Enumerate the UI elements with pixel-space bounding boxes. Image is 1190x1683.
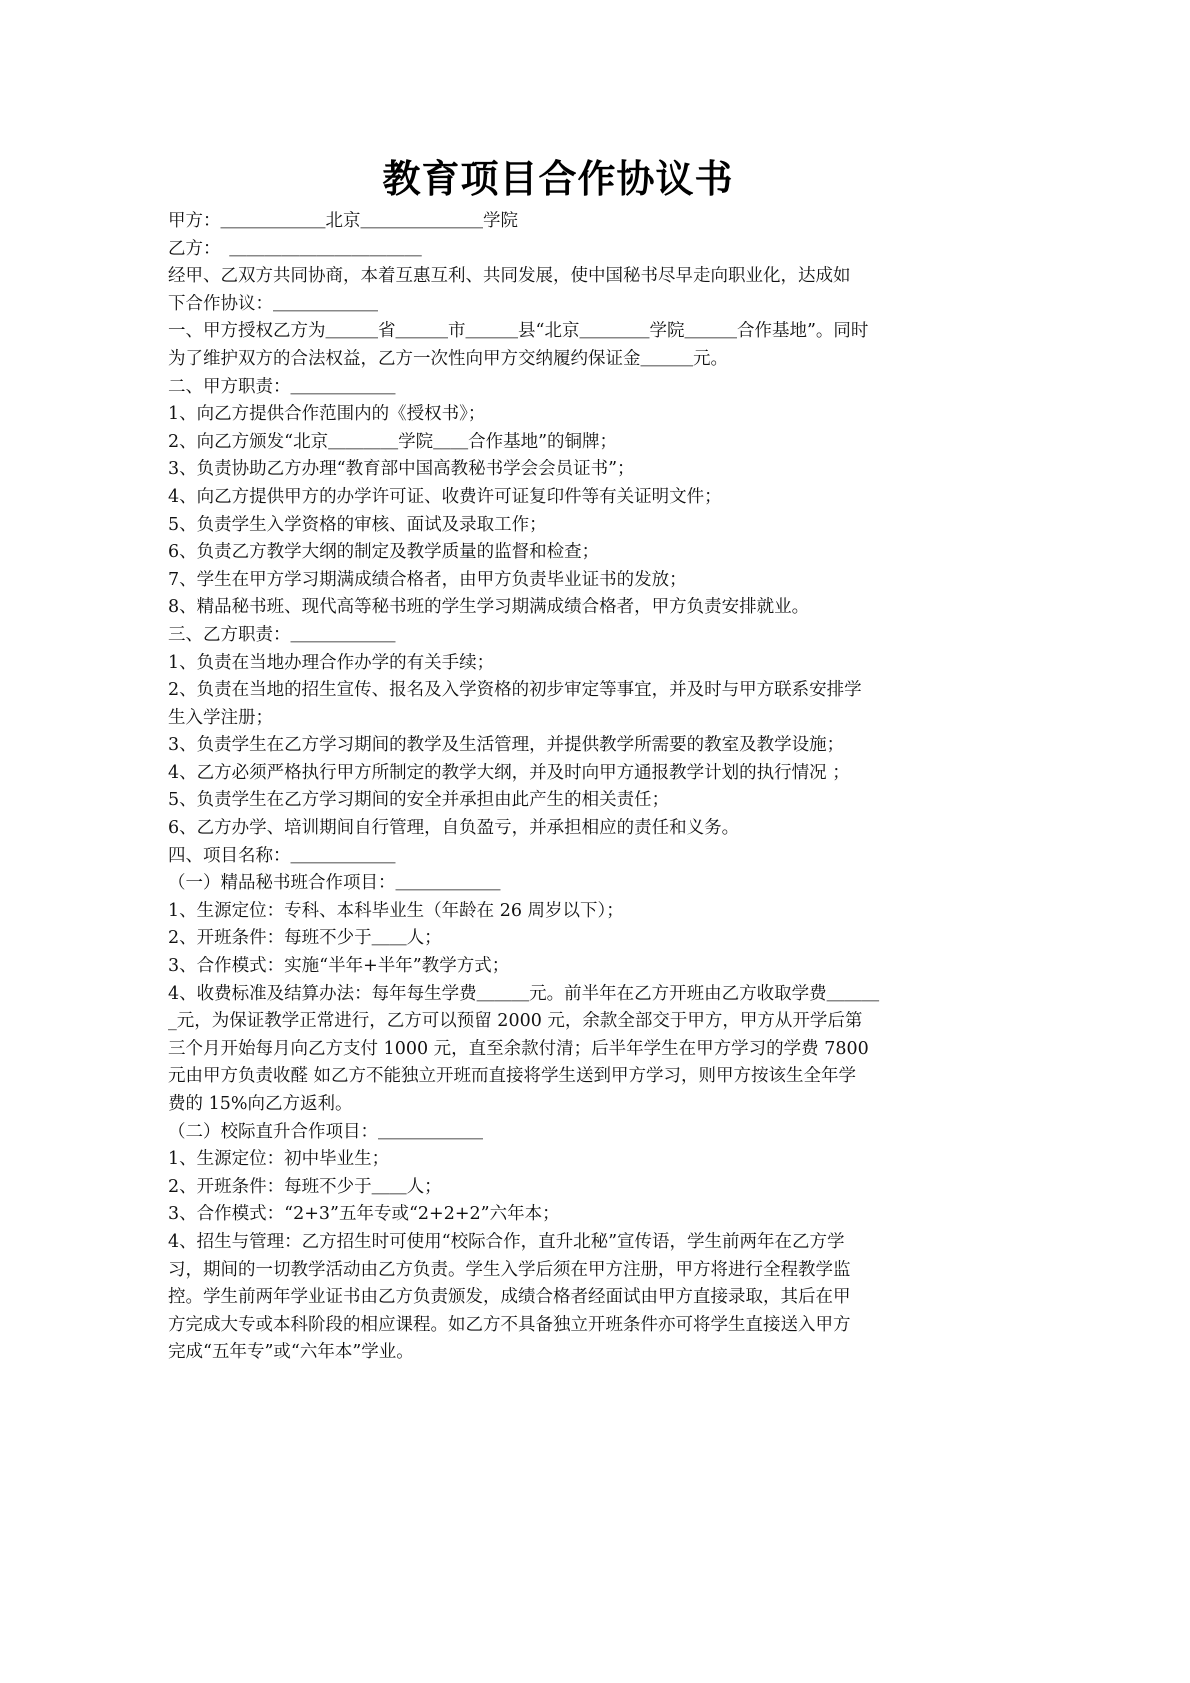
- project-2-item-1: 1、生源定位：初中毕业生；: [168, 1149, 390, 1170]
- project-2-item-4-line-4: 方完成大专或本科阶段的相应课程。如乙方不具备独立开班条件亦可将学生直接送入甲方: [168, 1314, 851, 1335]
- project-1-item-2: 2、开班条件：每班不少于＿＿人；: [168, 928, 442, 949]
- section-3-item-2-line-2: 生入学注册；: [168, 707, 273, 728]
- document-page: [168, 150, 948, 1367]
- section-3-item-6: 6、乙方办学、培训期间自行管理，自负盈亏，并承担相应的责任和义务。: [168, 818, 740, 839]
- project-1-item-1: 1、生源定位：专科、本科毕业生（年龄在 26 周岁以下）；: [168, 900, 624, 921]
- section-3-item-1: 1、负责在当地办理合作办学的有关手续；: [168, 652, 495, 673]
- preamble-line-2: 下合作协议：＿＿＿＿＿＿: [168, 293, 378, 314]
- section-2-item-7: 7、学生在甲方学习期满成绩合格者，由甲方负责毕业证书的发放；: [168, 569, 687, 590]
- section-3-item-3: 3、负责学生在乙方学习期间的教学及生活管理，并提供教学所需要的教室及教学设施；: [168, 735, 845, 756]
- section-3-heading: 三、乙方职责：＿＿＿＿＿＿: [168, 624, 396, 645]
- project-2-item-2: 2、开班条件：每班不少于＿＿人；: [168, 1176, 442, 1197]
- section-2-heading: 二、甲方职责：＿＿＿＿＿＿: [168, 376, 396, 397]
- section-2-item-2: 2、向乙方颁发“北京＿＿＿＿学院＿＿合作基地”的铜牌；: [168, 431, 618, 452]
- project-1-item-4-line-5: 费的 15%向乙方返利。: [168, 1094, 353, 1114]
- section-4-heading: 四、项目名称：＿＿＿＿＿＿: [168, 845, 396, 866]
- project-1-item-4-line-4: 元由甲方负责收醛 如乙方不能独立开班而直接将学生送到甲方学习，则甲方按该生全年学: [168, 1066, 857, 1087]
- section-2-item-5: 5、负责学生入学资格的审核、面试及录取工作；: [168, 514, 547, 535]
- section-2-item-8: 8、精品秘书班、现代高等秘书班的学生学习期满成绩合格者，甲方负责安排就业。: [168, 597, 810, 618]
- project-2-item-4-line-2: 习，期间的一切教学活动由乙方负责。学生入学后须在甲方注册，甲方将进行全程教学监: [168, 1259, 851, 1280]
- section-2-item-6: 6、负责乙方教学大纲的制定及教学质量的监督和检查；: [168, 542, 600, 563]
- party-a-line: 甲方：＿＿＿＿＿＿北京＿＿＿＿＿＿＿学院: [168, 211, 518, 231]
- document-body: [168, 208, 948, 1367]
- project-2-item-4-line-5: 完成“五年专”或“六年本”学业。: [168, 1342, 414, 1363]
- section-1-line-2: 为了维护双方的合法权益，乙方一次性向甲方交纳履约保证金＿＿＿元。: [168, 348, 728, 369]
- section-2-item-3: 3、负责协助乙方办理“教育部中国高教秘书学会会员证书”；: [168, 459, 635, 480]
- project-1-item-3: 3、合作模式：实施“半年+半年”教学方式；: [168, 956, 510, 977]
- project-1-item-4-line-1: 4、收费标准及结算办法：每年每生学费＿＿＿元。前半年在乙方开班由乙方收取学费＿＿＿: [168, 983, 880, 1004]
- section-3-item-2-line-1: 2、负责在当地的招生宣传、报名及入学资格的初步审定等事宜，并及时与甲方联系安排学: [168, 680, 862, 701]
- party-b-line: 乙方： ＿＿＿＿＿＿＿＿＿＿＿: [168, 238, 422, 259]
- project-2-item-4-line-1: 4、招生与管理：乙方招生时可使用“校际合作，直升北秘”宣传语，学生前两年在乙方学: [168, 1231, 845, 1252]
- section-2-item-4: 4、向乙方提供甲方的办学许可证、收费许可证复印件等有关证明文件；: [168, 486, 722, 507]
- project-1-item-4-line-2: _元，为保证教学正常进行，乙方可以预留 2000 元，余款全部交于甲方，甲方从开学后第: [168, 1011, 863, 1032]
- document-title: 教育项目合作协议书: [382, 157, 734, 201]
- project-1-heading: （一）精品秘书班合作项目：＿＿＿＿＿＿: [168, 873, 501, 894]
- project-2-heading: （二）校际直升合作项目：＿＿＿＿＿＿: [168, 1121, 483, 1142]
- project-2-item-3: 3、合作模式：“2+3”五年专或“2+2+2”六年本；: [168, 1204, 560, 1225]
- section-2-item-1: 1、向乙方提供合作范围内的《授权书》；: [168, 404, 486, 425]
- section-3-item-4: 4、乙方必须严格执行甲方所制定的教学大纲，并及时向甲方通报教学计划的执行情况 ；: [168, 762, 850, 783]
- project-1-item-4-line-3: 三个月开始每月向乙方支付 1000 元，直至余款付清；后半年学生在甲方学习的学费 7800: [168, 1038, 869, 1059]
- preamble-line-1: 经甲、乙双方共同协商，本着互惠互利、共同发展，使中国秘书尽早走向职业化，达成如: [168, 266, 851, 287]
- section-3-item-5: 5、负责学生在乙方学习期间的安全并承担由此产生的相关责任；: [168, 790, 670, 811]
- section-1-line-1: 一、甲方授权乙方为＿＿＿省＿＿＿市＿＿＿县“北京＿＿＿＿学院＿＿＿合作基地”。同时: [168, 321, 869, 342]
- project-2-item-4-line-3: 控。学生前两年学业证书由乙方负责颁发，成绩合格者经面试由甲方直接录取，其后在甲: [168, 1287, 851, 1308]
